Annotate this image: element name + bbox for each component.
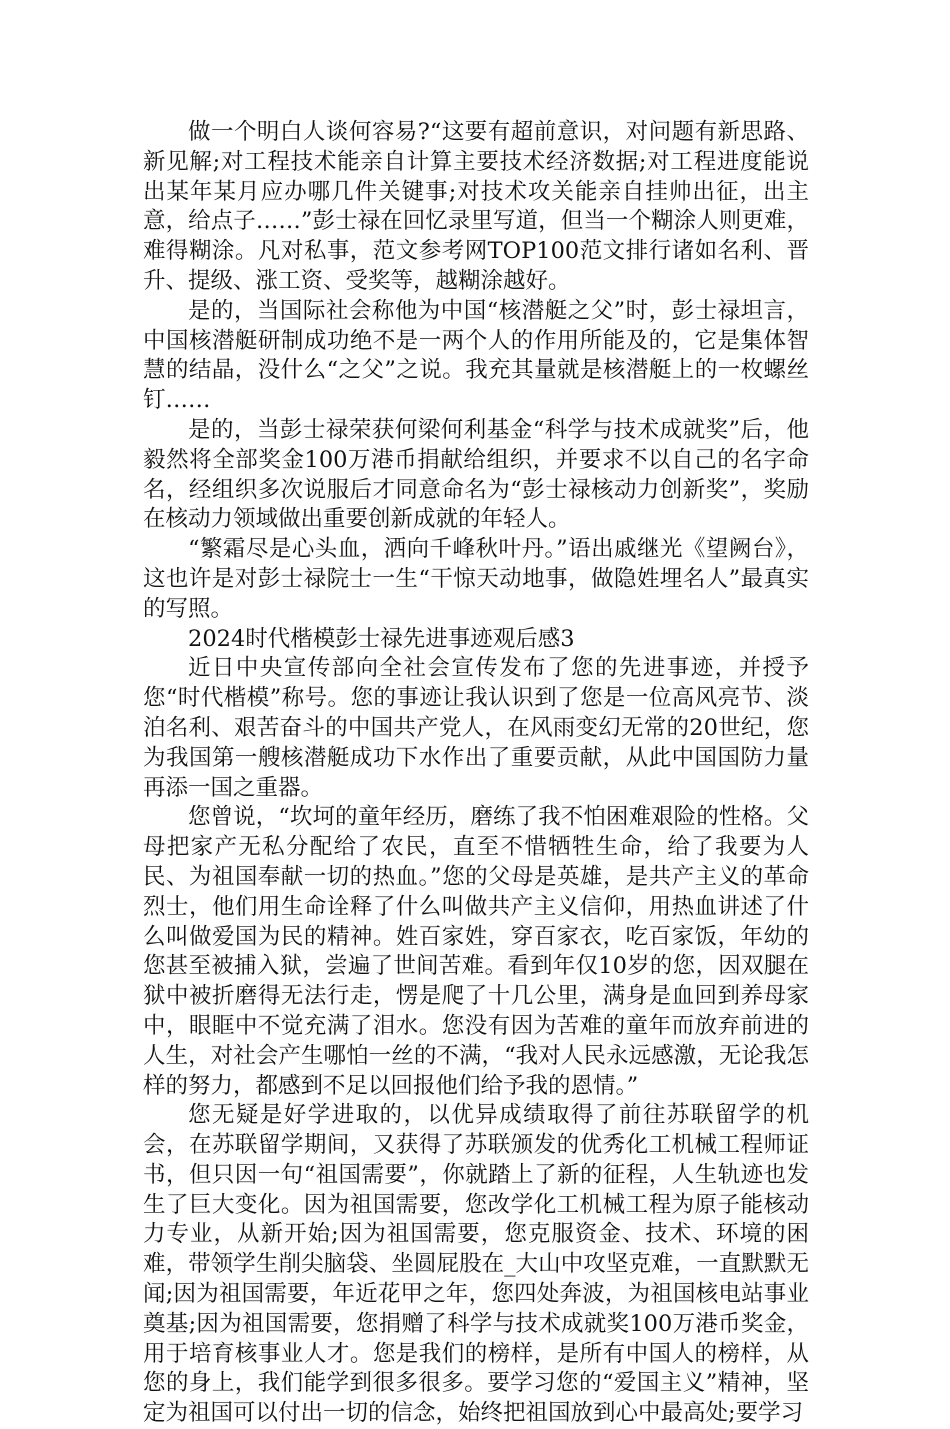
section-heading: 2024时代楷模彭士禄先进事迹观后感3 [188, 625, 575, 652]
paragraph-1: 做一个明白人谈何容易?“这要有超前意识，对问题有新思路、新见解;对工程技术能亲自计算主要技术经济数据;对工程进度能说出某年某月应办哪几件关键事;对技术攻关能亲自挂帅出征，出主意，给点子……”彭士禄在回忆录里写道，但当一个糊涂人则更难，难得糊涂。凡对私事，范文参考网TOP100范文排行诸如名利、晋升、提级、涨工资、受奖等，越糊涂越好。 [143, 119, 809, 294]
paragraph-3: 是的，当彭士禄荣获何梁何利基金“科学与技术成就奖”后，他毅然将全部奖金100万港币捐献给组织，并要求不以自己的名字命名，经组织多次说服后才同意命名为“彭士禄核动力创新奖”，奖励在核动力领域做出重要创新成就的年轻人。 [143, 416, 809, 533]
paragraph-2: 是的，当国际社会称他为中国“核潜艇之父”时，彭士禄坦言，中国核潜艇研制成功绝不是一两个人的作用所能及的，它是集体智慧的结晶，没什么“之父”之说。我充其量就是核潜艇上的一枚螺丝钉…… [143, 297, 809, 414]
paragraph-5: 近日中央宣传部向全社会宣传发布了您的先进事迹，并授予您“时代楷模”称号。您的事迹让我认识到了您是一位高风亮节、淡泊名利、艰苦奋斗的中国共产党人，在风雨变幻无常的20世纪，您为我国第一艘核潜艇成功下水作出了重要贡献，从此中国国防力量再添一国之重器。 [143, 655, 809, 801]
paragraph-4: “繁霜尽是心头血，洒向千峰秋叶丹。”语出戚继光《望阙台》，这也许是对彭士禄院士一生“干惊天动地事，做隐姓埋名人”最真实的写照。 [143, 536, 809, 622]
document-body [143, 118, 809, 1429]
paragraph-7: 您无疑是好学进取的，以优异成绩取得了前往苏联留学的机会，在苏联留学期间，又获得了苏联颁发的优秀化工机械工程师证书，但只因一句“祖国需要”，你就踏上了新的征程，人生轨迹也发生了巨大变化。因为祖国需要，您改学化工机械工程为原子能核动力专业，从新开始;因为祖国需要，您克服资金、技术、环境的困难，带领学生削尖脑袋、坐圆屁股在_大山中攻坚克难，一直默默无闻;因为祖国需要，年近花甲之年，您四处奔波，为祖国核电站事业奠基;因为祖国需要，您捐赠了科学与技术成就奖100万港币奖金，用于培育核事业人才。您是我们的榜样，是所有中国人的榜样，从您的身上，我们能学到很多很多。要学习您的“爱国主义”精神，坚定为祖国可以付出一切的信念，始终把祖国放到心中最高处;要学习 [143, 1102, 809, 1427]
paragraph-6: 您曾说，“坎坷的童年经历，磨练了我不怕困难艰险的性格。父母把家产无私分配给了农民，直至不惜牺牲生命，给了我要为人民、为祖国奉献一切的热血。”您的父母是英雄，是共产主义的革命烈士，他们用生命诠释了什么叫做共产主义信仰，用热血讲述了什么叫做爱国为民的精神。姓百家姓，穿百家衣，吃百家饭，年幼的您甚至被捕入狱，尝遍了世间苦难。看到年仅10岁的您，因双腿在狱中被折磨得无法行走，愣是爬了十几公里，满身是血回到养母家中，眼眶中不觉充满了泪水。您没有因为苦难的童年而放弃前进的人生，对社会产生哪怕一丝的不满，“我对人民永远感激，无论我怎样的努力，都感到不足以回报他们给予我的恩情。” [143, 804, 809, 1099]
